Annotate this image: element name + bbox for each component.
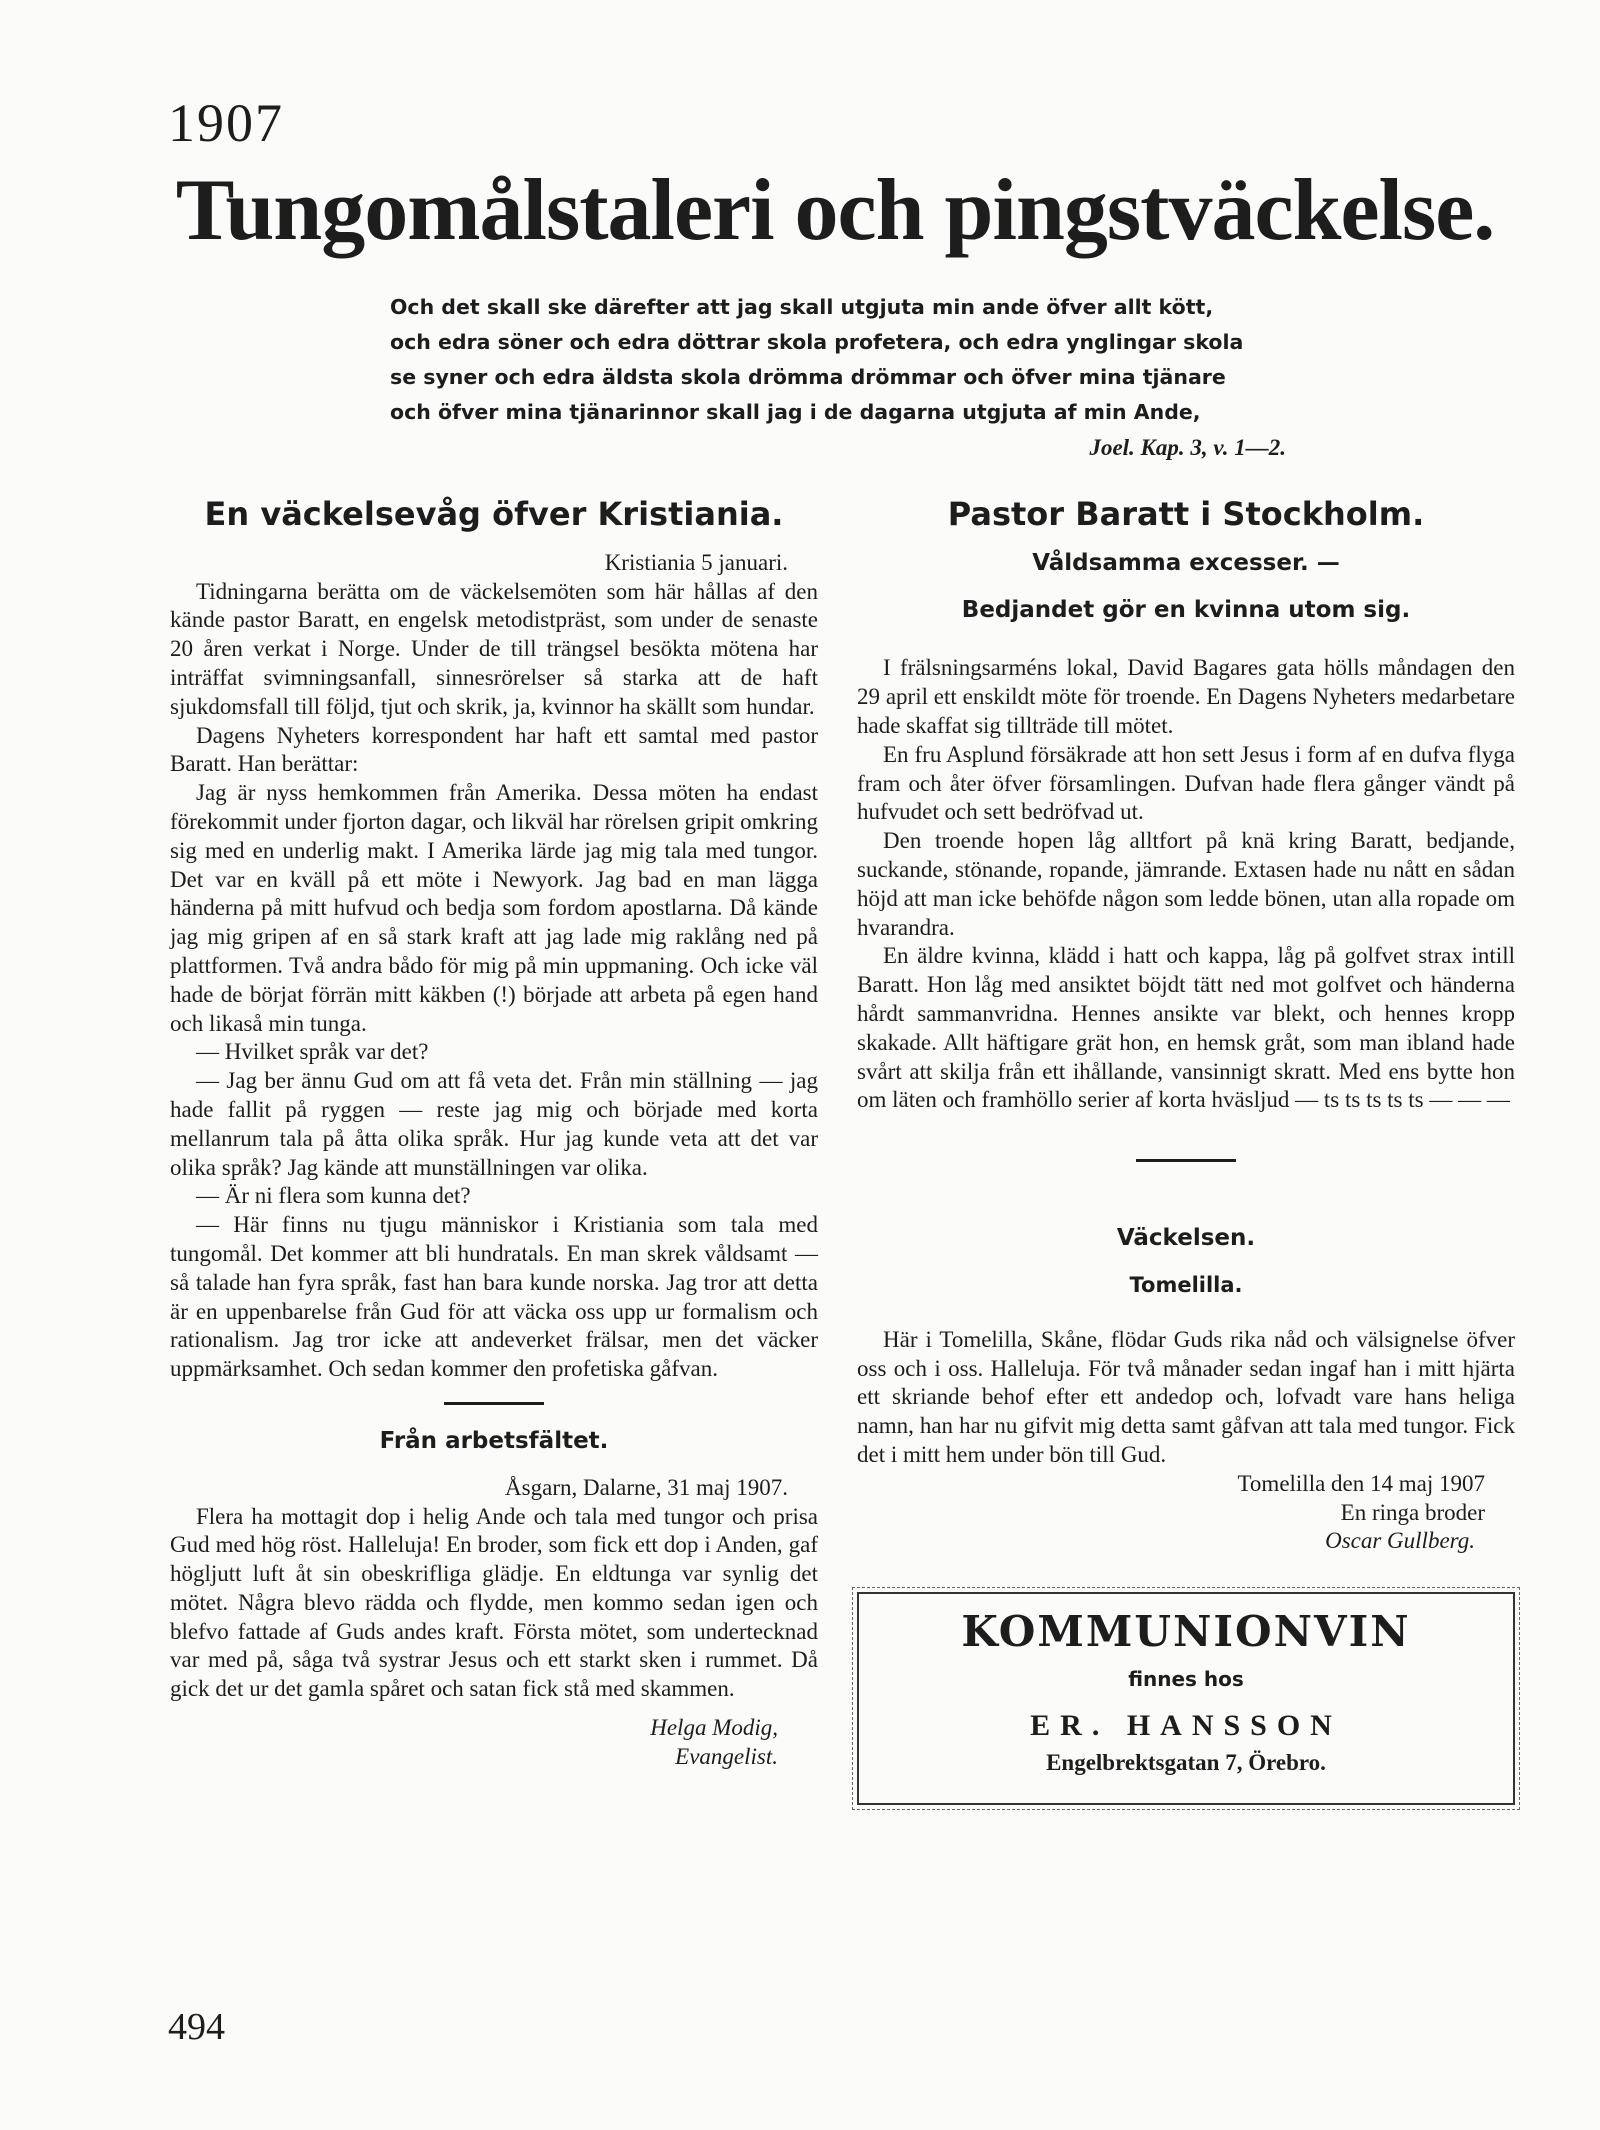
article-place: Tomelilla. bbox=[1129, 1272, 1243, 1297]
paragraph: Flera ha mottagit dop i helig Ande och tala med tungor och prisa Gud med hög röst. Halleluja! En broder, som fick ett dop i Anden, gaf högljutt luft åt sin obeskrifliga glädje. En eldtunga var synlig det mötet. Några blevo rädda och flydde, men kommo sedan igen och blefvo fattade af Guds andes kraft. Första mötet, som undertecknad var med på, såga två systrar Jesus och ett starkt sken i rummet. Då gick det ur det gamla spåret och satan fick stå med skammen. bbox=[170, 1503, 818, 1702]
signature-role: Evangelist. bbox=[675, 1743, 778, 1769]
section-divider bbox=[1136, 1159, 1236, 1162]
paragraph: — Jag ber ännu Gud om att få veta det. Från min ställning — jag hade fallit på ryggen — reste jag mig och började med korta mellanrum tala på åtta olika språk. Hur jag kunde veta att det var olika språk? Jag kände att munställningen var olika. bbox=[170, 1068, 818, 1180]
epigraph bbox=[390, 290, 1290, 465]
paragraph: Jag är nyss hemkommen från Amerika. Dessa möten ha endast förekommit under fjorton dagar, och likväl har rörelsen gripit omkring sig med en underlig makt. I Amerika lärde jag mig tala med tungor. Det var en kväll på ett möte i Newyork. Jag bad en man lägga händerna på mitt hufvud och bedja som fordom apostlarna. Då kände jag mig gripen af en så stark kraft att jag lade mig raklång ned på plattformen. Två andra bådo för mig på min uppmaning. Och icke väl hade de börjat förrän mitt käkben (!) började att arbeta på egen hand och likaså min tunga. bbox=[170, 780, 819, 1036]
dateline: Kristiania 5 januari. bbox=[604, 549, 788, 575]
dateline: Åsgarn, Dalarne, 31 maj 1907. bbox=[505, 1474, 788, 1500]
paragraph: En fru Asplund försäkrade att hon sett Jesus i form af en dufva flyga fram och åter öfver församlingen. Dufvan hade flera gånger vändt på hufvudet och sett bedröfvad ut. bbox=[857, 741, 1515, 825]
paragraph: I frälsningsarméns lokal, David Bagares gata hölls måndagen den 29 april ett enskildt möte för troende. En Dagens Nyheters medarbetare hade skaffat sig tillträde till mötet. bbox=[857, 655, 1515, 738]
paragraph: Den troende hopen låg alltfort på knä kring Baratt, bedjande, suckande, stönande, ropande, jämrande. Extasen hade nu nått en sådan höjd att man icke behöfde någon som ledde bönen, utan alla ropade om hvarandra. bbox=[857, 828, 1515, 940]
page-title: Tungomålstaleri och pingstväckelse. bbox=[175, 162, 1495, 259]
left-column bbox=[170, 495, 819, 1772]
paragraph: Här i Tomelilla, Skåne, flödar Guds rika nåd och välsignelse öfver oss och i oss. Halleluja. För två månader sedan ingaf han i mitt hjärta ett skriande behof efter ett andedop och, lofvadt vare hans heliga namn, han har nu gifvit mig detta samt gåfvan att tala med tungor. Fick det i mitt hem under bön till Gud. bbox=[857, 1326, 1515, 1467]
epigraph-line: se syner och edra äldsta skola drömma drömmar och öfver mina tjänare bbox=[390, 365, 1226, 389]
article-subtitle: Våldsamma excesser. — bbox=[1032, 549, 1340, 576]
ad-brand: KOMMUNIONVIN bbox=[961, 1607, 1411, 1657]
article-title-kristiania: En väckelsevåg öfver Kristiania. bbox=[204, 495, 784, 533]
epigraph-line: och öfver mina tjänarinnor skall jag i de dagarna utgjuta af min Ande, bbox=[390, 400, 1201, 424]
epigraph-reference: Joel. Kap. 3, v. 1—2. bbox=[1089, 435, 1286, 460]
advertisement bbox=[857, 1592, 1515, 1805]
closing-date: Tomelilla den 14 maj 1907 bbox=[1237, 1470, 1485, 1496]
paragraph: En äldre kvinna, klädd i hatt och kappa, låg på golfvet strax intill Baratt. Hon låg med ansiktet böjdt tätt ned mot golfvet och händerna hårdt sammanvridna. Hennes ansikte var blekt, och hennes kropp skakade. Allt häftigare grät hon, en hemsk gråt, som man ibland hade svårt att skilja från ett ihållande, vansinnigt skratt. Med ens bytte hon om läten och framhöllo serier af korta hväsljud — ts ts ts ts ts — — — bbox=[857, 943, 1515, 1113]
section-divider bbox=[444, 1402, 544, 1405]
page-number: 494 bbox=[168, 2006, 225, 2048]
right-column bbox=[857, 495, 1515, 1805]
year-heading: 1907 bbox=[168, 93, 284, 153]
paragraph: Tidningarna berätta om de väckelsemöten som här hållas af den kände pastor Baratt, en engelsk metodistpräst, som under de senaste 20 åren verkat i Norge. Under de till trängsel besökta mötena har inträffat svimningsanfall, sinnesrörelser så starka att de haft sjukdomsfall till följd, tjut och skrik, ja, kvinnor ha skällt som hundar. bbox=[170, 578, 818, 719]
article-title-stockholm: Pastor Baratt i Stockholm. bbox=[947, 495, 1425, 533]
signature: Helga Modig, bbox=[650, 1715, 778, 1741]
paragraph: Dagens Nyheters korrespondent har haft ett samtal med pastor Baratt. Han berättar: bbox=[170, 722, 818, 777]
signature: Oscar Gullberg. bbox=[1325, 1528, 1475, 1554]
ad-line: finnes hos bbox=[1128, 1666, 1244, 1691]
closing-greeting: En ringa broder bbox=[1340, 1499, 1485, 1525]
paragraph: — Är ni flera som kunna det? bbox=[196, 1183, 471, 1209]
epigraph-line: och edra söner och edra döttrar skola profetera, och edra ynglingar skola bbox=[390, 330, 1244, 354]
epigraph-line: Och det skall ske därefter att jag skall utgjuta min ande öfver allt kött, bbox=[390, 295, 1214, 319]
article-title-arbetsfaltet: Från arbetsfältet. bbox=[379, 1427, 609, 1454]
article-title-vackelsen: Väckelsen. bbox=[1116, 1225, 1256, 1252]
paragraph: — Här finns nu tjugu människor i Kristiania som tala med tungomål. Det kommer att bli hundratals. En man skrek våldsamt — så talade han fyra språk, fast han bara kunde norska. Jag tror att detta är en uppenbarelse från Gud för att väcka oss upp ur formalism och rationalism. Jag tror icke att andeverket frälsar, men det väcker uppmärksamhet. Och sedan kommer den profetiska gåfvan. bbox=[170, 1212, 818, 1382]
ad-address: Engelbrektsgatan 7, Örebro. bbox=[1046, 1749, 1326, 1775]
ad-merchant: ER. HANSSON bbox=[1030, 1708, 1342, 1742]
article-subtitle: Bedjandet gör en kvinna utom sig. bbox=[961, 596, 1411, 623]
paragraph: — Hvilket språk var det? bbox=[196, 1039, 429, 1065]
